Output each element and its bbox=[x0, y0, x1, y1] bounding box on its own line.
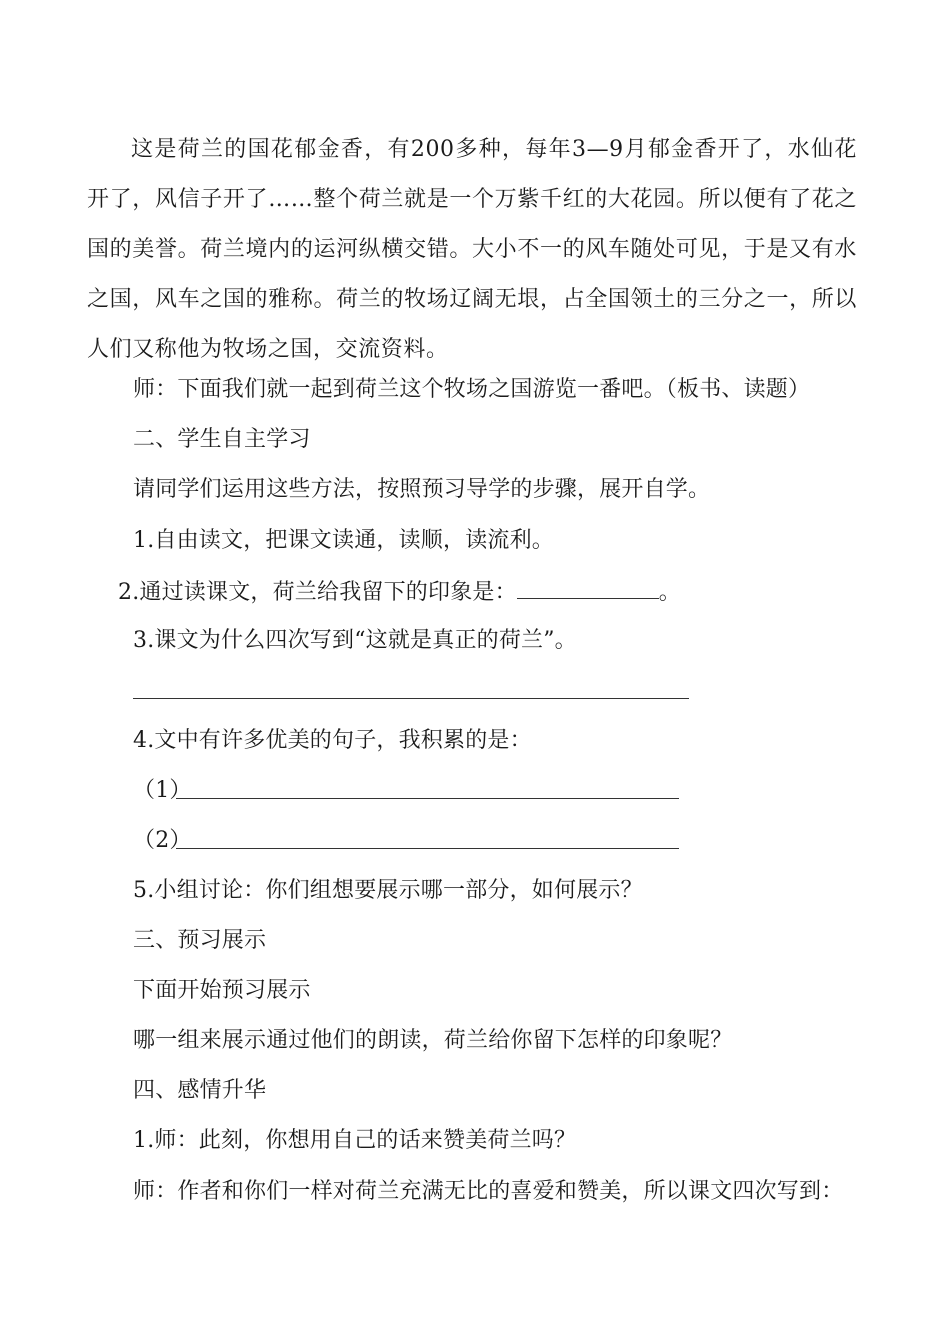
item-2-answer-blank[interactable] bbox=[517, 576, 659, 599]
item-2 bbox=[118, 576, 681, 608]
section-2-heading: 二、学生自主学习 bbox=[133, 427, 311, 452]
self-study-instruction: 请同学们运用这些方法，按照预习导学的步骤，展开自学。 bbox=[133, 477, 711, 502]
item-4: 4.文中有许多优美的句子，我积累的是： bbox=[133, 728, 532, 753]
item-4-sub-1 bbox=[133, 776, 192, 806]
preview-start: 下面开始预习展示 bbox=[133, 978, 311, 1003]
item-3: 3.课文为什么四次写到“这就是真正的荷兰”。 bbox=[133, 628, 577, 653]
preview-question: 哪一组来展示通过他们的朗读，荷兰给你留下怎样的印象呢？ bbox=[133, 1028, 733, 1053]
item-2-prefix: 2.通过读课文，荷兰给我留下的印象是： bbox=[118, 580, 517, 605]
teacher-line-1: 师：下面我们就一起到荷兰这个牧场之国游览一番吧。（板书、读题） bbox=[133, 377, 811, 402]
teacher-line-2: 师：作者和你们一样对荷兰充满无比的喜爱和赞美，所以课文四次写到： bbox=[133, 1179, 844, 1204]
item-4-sub-2-label: （2） bbox=[133, 828, 192, 853]
item-4-sub-1-answer-line[interactable] bbox=[176, 798, 679, 799]
item-2-suffix: 。 bbox=[658, 580, 681, 605]
item-3-answer-line[interactable] bbox=[133, 698, 689, 699]
item-5: 5.小组讨论：你们组想要展示哪一部分，如何展示？ bbox=[133, 878, 643, 903]
item-4-sub-2-answer-line[interactable] bbox=[176, 848, 679, 849]
item-4-sub-2 bbox=[133, 826, 192, 856]
section-3-heading: 三、预习展示 bbox=[133, 928, 267, 953]
item-1: 1.自由读文，把课文读通，读顺，读流利。 bbox=[133, 528, 554, 553]
item-4-sub-1-label: （1） bbox=[133, 778, 192, 803]
sublimation-item-1: 1.师：此刻，你想用自己的话来赞美荷兰吗？ bbox=[133, 1128, 577, 1153]
intro-paragraph: 这是荷兰的国花郁金香，有200多种，每年3—9月郁金香开了，水仙花开了，风信子开了……整个荷兰就是一个万紫千红的大花园。所以便有了花之国的美誉。荷兰境内的运河纵横交错。大小不一的风车随处可见，于是又有水之国，风车之国的雅称。荷兰的牧场辽阔无垠，占全国领土的三分之一，所以人们又称他为牧场之国，交流资料。 bbox=[87, 137, 857, 362]
section-4-heading: 四、感情升华 bbox=[133, 1078, 267, 1103]
